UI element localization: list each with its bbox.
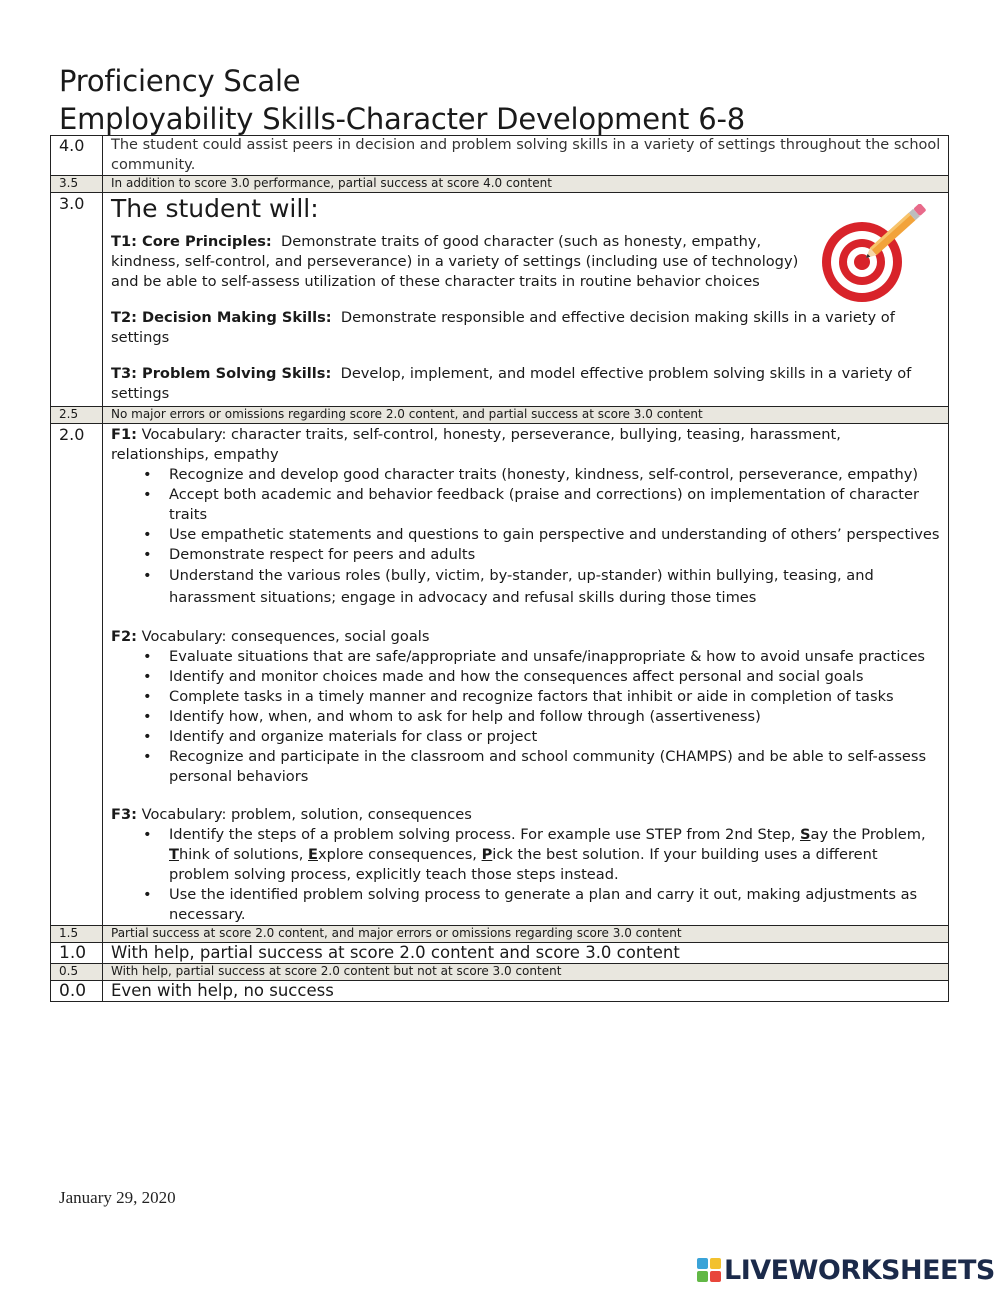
score-row-2-5 (51, 407, 949, 424)
t1-core-principles: T1: Core Principles: Demonstrate traits of good character (such as honesty, empathy, kindness, self-control, and perseverance) in a variety of settings (including use of technology) and be able to self-assess utilization of these character traits in routine behavior choices (111, 233, 799, 290)
list-item: • Understand the various roles (bully, victim, by-stander, up-stander) within bullying, teasing, and harassment situations; engage in advocacy and refusal skills during those times (169, 565, 942, 609)
list-item: • Recognize and participate in the classroom and school community (CHAMPS) and be able to self-assess personal behaviors (169, 747, 942, 787)
list-item: • Identify how, when, and whom to ask for help and follow through (assertiveness) (169, 707, 942, 727)
score-label: 1.5 (51, 926, 103, 943)
score-row-1-5 (51, 926, 949, 943)
t3-problem-solving: T3: Problem Solving Skills: Develop, implement, and model effective problem solving skills in a variety of settings (111, 365, 912, 402)
title-line-2: Employability Skills-Character Development 6-8 (59, 102, 745, 136)
list-item: • Accept both academic and behavior feedback (praise and corrections) on implementation of character traits (169, 485, 942, 525)
score-description (103, 424, 949, 926)
score-label: 2.0 (51, 424, 103, 926)
student-will-heading: The student will: (111, 194, 319, 223)
list-item: • Use the identified problem solving process to generate a plan and carry it out, making adjustments as necessary. (169, 885, 942, 925)
target-pencil-icon (818, 204, 938, 304)
f2-list (111, 647, 942, 787)
score-row-1-0 (51, 943, 949, 964)
f3-vocabulary: F3: Vocabulary: problem, solution, consequences (111, 806, 472, 823)
f1-list (111, 465, 942, 609)
score-label: 4.0 (51, 136, 103, 176)
f1-vocabulary: F1: Vocabulary: character traits, self-control, honesty, perseverance, bullying, teasing, harassment, relationships, empathy (111, 426, 841, 463)
score-description (103, 193, 949, 407)
list-item: • Identify and monitor choices made and how the consequences affect personal and social goals (169, 667, 942, 687)
score-description: Even with help, no success (103, 981, 949, 1002)
logo-text: LIVEWORKSHEETS (724, 1254, 995, 1286)
logo-blocks-icon (697, 1258, 721, 1282)
score-description: Partial success at score 2.0 content, and major errors or omissions regarding score 3.0 content (103, 926, 949, 943)
score-label: 0.0 (51, 981, 103, 1002)
list-item: • Recognize and develop good character traits (honesty, kindness, self-control, perseverance, empathy) (169, 465, 942, 485)
f2-vocabulary: F2: Vocabulary: consequences, social goals (111, 628, 430, 645)
score-row-0-0 (51, 981, 949, 1002)
list-item: • Use empathetic statements and questions to gain perspective and understanding of others’ perspectives (169, 525, 942, 545)
document-date: January 29, 2020 (59, 1188, 176, 1207)
score-row-4-0 (51, 136, 949, 176)
score-label: 3.5 (51, 176, 103, 193)
score-row-3-0 (51, 193, 949, 407)
score-label: 1.0 (51, 943, 103, 964)
score-description: In addition to score 3.0 performance, partial success at score 4.0 content (103, 176, 949, 193)
page-title (59, 62, 745, 138)
list-item: • Identify and organize materials for class or project (169, 727, 942, 747)
score-description: With help, partial success at score 2.0 content but not at score 3.0 content (103, 964, 949, 981)
score-row-2-0 (51, 424, 949, 926)
score-row-3-5 (51, 176, 949, 193)
list-item: • Complete tasks in a timely manner and recognize factors that inhibit or aide in completion of tasks (169, 687, 942, 707)
score-label: 3.0 (51, 193, 103, 407)
list-item: • Demonstrate respect for peers and adults (169, 545, 942, 565)
score-description: With help, partial success at score 2.0 content and score 3.0 content (103, 943, 949, 964)
score-label: 0.5 (51, 964, 103, 981)
score-row-0-5 (51, 964, 949, 981)
list-item: • Identify the steps of a problem solving process. For example use STEP from 2nd Step, Say the Problem, Think of solutions, Explore consequences, Pick the best solution. If your building uses a different problem solving process, explicitly teach those steps instead. (169, 825, 942, 885)
score-label: 2.5 (51, 407, 103, 424)
list-item: • Evaluate situations that are safe/appropriate and unsafe/inappropriate & how to avoid unsafe practices (169, 647, 942, 667)
score-description: The student could assist peers in decision and problem solving skills in a variety of settings throughout the school community. (103, 136, 949, 176)
proficiency-scale-table (50, 135, 949, 1002)
score-description: No major errors or omissions regarding score 2.0 content, and partial success at score 3.0 content (103, 407, 949, 424)
f3-list (111, 825, 942, 925)
liveworksheets-logo (697, 1254, 995, 1286)
title-line-1: Proficiency Scale (59, 64, 301, 98)
t2-decision-making: T2: Decision Making Skills: Demonstrate responsible and effective decision making skills in a variety of settings (111, 309, 895, 346)
